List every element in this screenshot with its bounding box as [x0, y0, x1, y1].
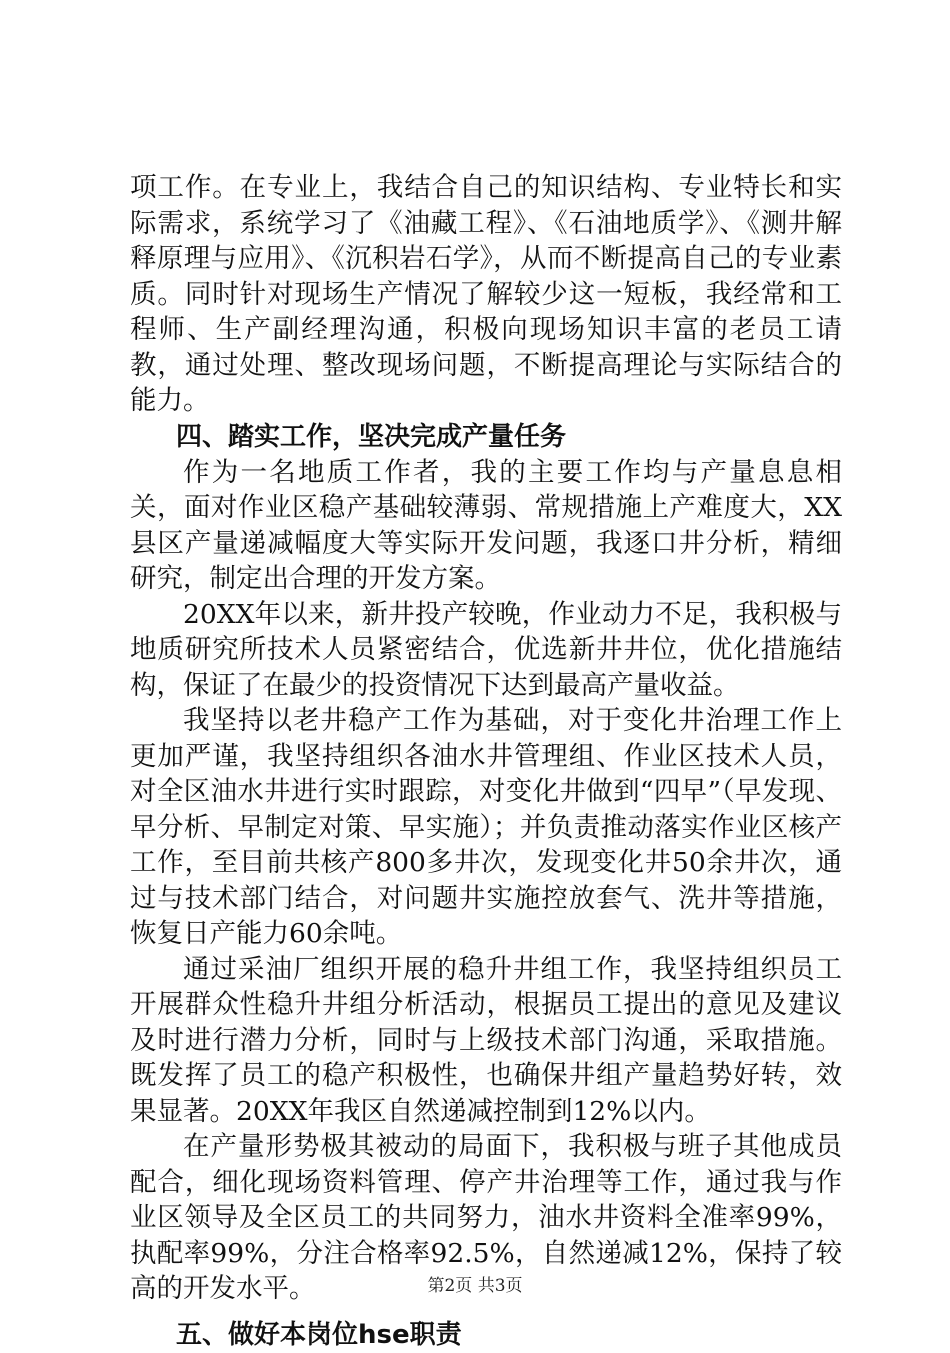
paragraph-2: 20XX年以来，新井投产较晚，作业动力不足，我积极与地质研究所技术人员紧密结合，优选新井井位，优化措施结构，保证了在最少的投资情况下达到最高产量收益。	[130, 598, 842, 701]
document-body	[130, 170, 842, 1353]
section-heading-4: 四、踏实工作，坚决完成产量任务	[176, 421, 567, 452]
paragraph-3: 我坚持以老井稳产工作为基础，对于变化井治理工作上更加严谨，我坚持组织各油水井管理组、作业区技术人员，对全区油水井进行实时跟踪，对变化井做到“四早”（早发现、早分析、早制定对策、早实施）；并负责推动落实作业区核产工作，至目前共核产800多井次，发现变化井50余井次，通过与技术部门结合，对问题井实施控放套气、洗井等措施，恢复日产能力60余吨。	[130, 705, 842, 949]
section-heading-5: 五、做好本岗位hse职责	[176, 1319, 462, 1350]
paragraph-5: 在产量形势极其被动的局面下，我积极与班子其他成员配合，细化现场资料管理、停产井治理等工作，通过我与作业区领导及全区员工的共同努力，油水井资料全准率99%，执配率99%，分注合格率92.5%，自然递减12%，保持了较高的开发水平。	[130, 1131, 842, 1304]
page-footer	[0, 1271, 950, 1296]
paragraph-continued: 项工作。在专业上，我结合自己的知识结构、专业特长和实际需求，系统学习了《油藏工程》、《石油地质学》、《测井解释原理与应用》、《沉积岩石学》，从而不断提高自己的专业素质。同时针对现场生产情况了解较少这一短板，我经常和工程师、生产副经理沟通，积极向现场知识丰富的老员工请教，通过处理、整改现场问题，不断提高理论与实际结合的能力。	[130, 172, 842, 416]
paragraph-1: 作为一名地质工作者，我的主要工作均与产量息息相关，面对作业区稳产基础较薄弱、常规措施上产难度大，XX县区产量递减幅度大等实际开发问题，我逐口井分析，精细研究，制定出合理的开发方案。	[130, 456, 842, 594]
paragraph-4: 通过采油厂组织开展的稳升井组工作，我坚持组织员工开展群众性稳升井组分析活动，根据员工提出的意见及建议及时进行潜力分析，同时与上级技术部门沟通，采取措施。既发挥了员工的稳产积极性，也确保井组产量趋势好转，效果显著。20XX年我区自然递减控制到12%以内。	[130, 953, 842, 1127]
page-number-label: 第2页 共3页	[427, 1276, 523, 1296]
